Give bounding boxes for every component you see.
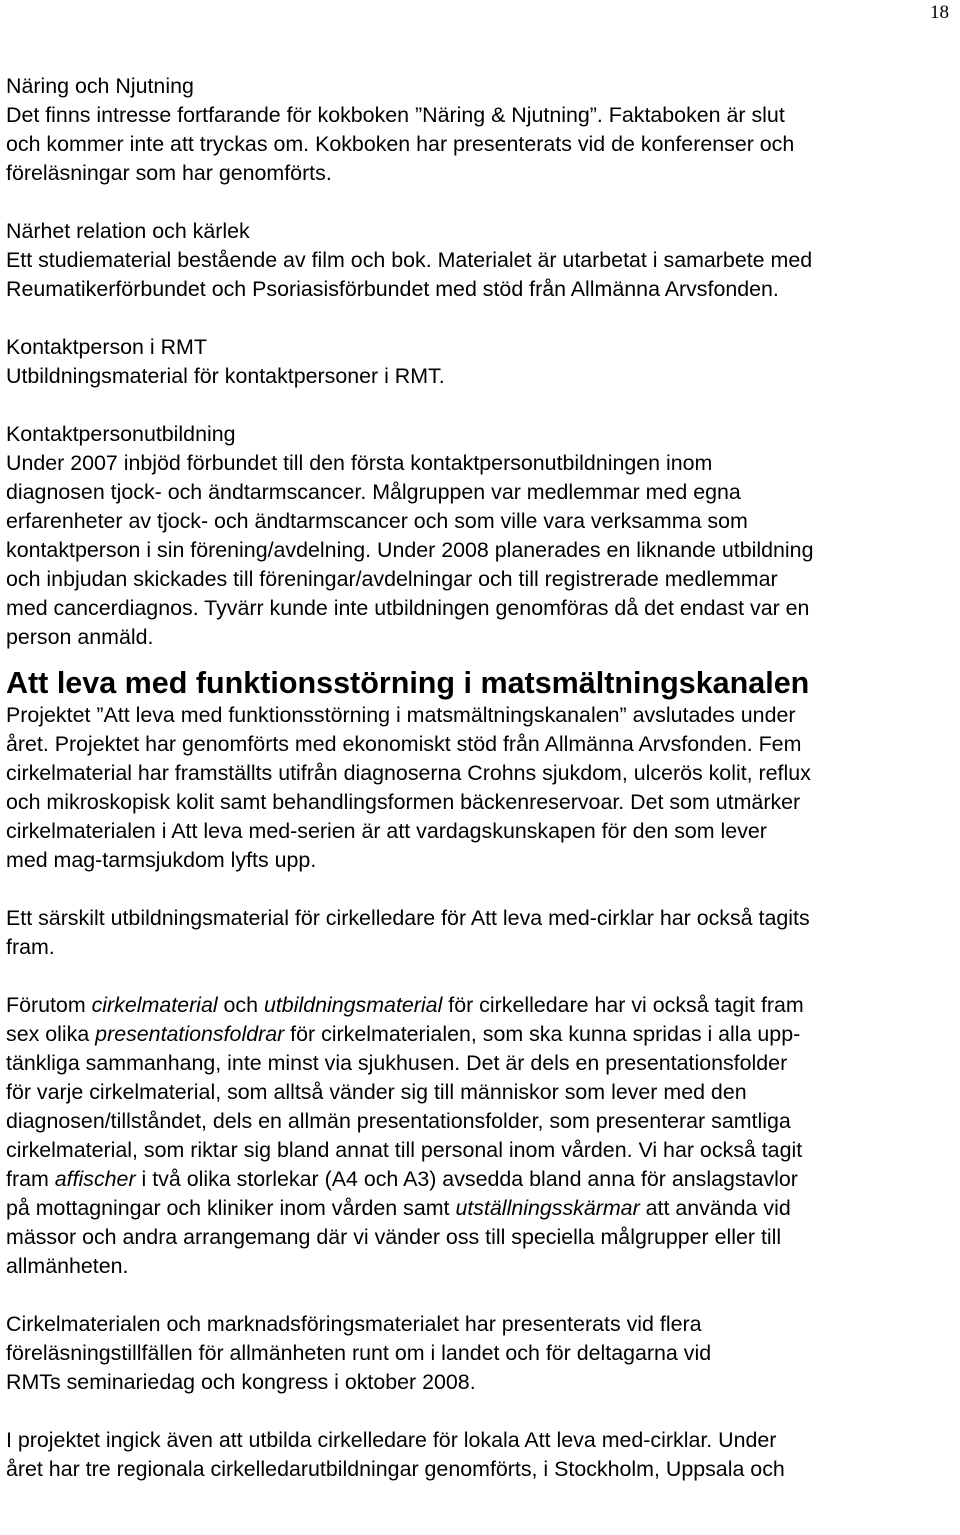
text-line: RMTs seminariedag och kongress i oktober 2008. — [6, 1370, 476, 1394]
text-line: Utbildningsmaterial för kontaktpersoner i RMT. — [6, 364, 445, 388]
text-line: föreläsningstillfällen för allmänheten runt om i landet och för deltagarna vid — [6, 1341, 712, 1365]
text-line: Reumatikerförbundet och Psoriasisförbundet med stöd från Allmänna Arvsfonden. — [6, 277, 779, 301]
text-line: och inbjudan skickades till föreningar/avdelningar och till registrerade medlemmar — [6, 567, 778, 591]
text-line: fram. — [6, 935, 55, 959]
text-line: cirkelmaterialen i Att leva med-serien är att vardagskunskapen för den som lever — [6, 819, 767, 843]
text-line: året. Projektet har genomförts med ekonomiskt stöd från Allmänna Arvsfonden. Fem — [6, 732, 802, 756]
text-line: I projektet ingick även att utbilda cirkelledare för lokala Att leva med-cirklar. Under — [6, 1428, 777, 1452]
section-title: Näring och Njutning — [6, 74, 194, 98]
text-line: tänkliga sammanhang, inte minst via sjukhusen. Det är dels en presentationsfolder — [6, 1051, 788, 1075]
text-line: året har tre regionala cirkelledarutbildningar genomförts, i Stockholm, Uppsala och — [6, 1457, 785, 1481]
text-line: och kommer inte att tryckas om. Kokboken har presenterats vid de konferenser och — [6, 132, 795, 156]
text-line: Ett särskilt utbildningsmaterial för cirkelledare för Att leva med-cirklar har också tagits — [6, 906, 810, 930]
main-heading: Att leva med funktionsstörning i matsmältningskanalen — [6, 666, 810, 700]
text-line: mässor och andra arrangemang där vi vänder oss till speciella målgrupper eller till — [6, 1225, 782, 1249]
paragraph-cirkelmaterialen — [6, 1310, 960, 1397]
text-line: allmänheten. — [6, 1254, 129, 1278]
section-title: Kontaktpersonutbildning — [6, 422, 236, 446]
text-line: föreläsningar som har genomförts. — [6, 161, 332, 185]
text-line: Ett studiematerial bestående av film och bok. Materialet är utarbetat i samarbete med — [6, 248, 813, 272]
text-line: med mag-tarmsjukdom lyfts upp. — [6, 848, 317, 872]
text-line: för varje cirkelmaterial, som alltså vänder sig till människor som lever med den — [6, 1080, 747, 1104]
section-title: Närhet relation och kärlek — [6, 219, 250, 243]
text-line: med cancerdiagnos. Tyvärr kunde inte utbildningen genomföras då det endast var en — [6, 596, 810, 620]
text-line: Projektet ”Att leva med funktionsstörning i matsmältningskanalen” avslutades under — [6, 703, 796, 727]
text-line: Förutom cirkelmaterial och utbildningsmaterial för cirkelledare har vi också tagit fram — [6, 993, 804, 1017]
page-number: 18 — [930, 2, 949, 23]
text-line: Under 2007 inbjöd förbundet till den första kontaktpersonutbildningen inom — [6, 451, 713, 475]
section-kontaktperson — [6, 333, 960, 391]
text-line: och mikroskopisk kolit samt behandlingsformen bäckenreservoar. Det som utmärker — [6, 790, 801, 814]
text-line: diagnosen tjock- och ändtarmscancer. Målgruppen var medlemmar med egna — [6, 480, 741, 504]
text-line: cirkelmaterial, som riktar sig bland annat till personal inom vården. Vi har också tagit — [6, 1138, 803, 1162]
text-line: Cirkelmaterialen och marknadsföringsmaterialet har presenterats vid flera — [6, 1312, 702, 1336]
text-line: diagnosen/tillståndet, dels en allmän presentationsfolder, som presenterar samtliga — [6, 1109, 791, 1133]
section-narhet — [6, 217, 960, 304]
paragraph-projektet — [6, 1426, 960, 1484]
document-body — [6, 72, 960, 1484]
section-naring — [6, 72, 960, 188]
heading-paragraph — [6, 701, 960, 875]
text-line: Det finns intresse fortfarande för kokboken ”Näring & Njutning”. Faktaboken är slut — [6, 103, 785, 127]
text-line: på mottagningar och kliniker inom vården samt utställningsskärmar att använda vid — [6, 1196, 791, 1220]
text-line: fram affischer i två olika storlekar (A4 och A3) avsedda bland anna för anslagstavlor — [6, 1167, 798, 1191]
text-line: sex olika presentationsfoldrar för cirkelmaterialen, som ska kunna spridas i alla upp- — [6, 1022, 801, 1046]
text-line: kontaktperson i sin förening/avdelning. Under 2008 planerades en liknande utbildning — [6, 538, 814, 562]
text-line: cirkelmaterial har framställts utifrån diagnoserna Crohns sjukdom, ulcerös kolit, reflux — [6, 761, 811, 785]
paragraph-forutom — [6, 991, 960, 1281]
text-line: person anmäld. — [6, 625, 154, 649]
paragraph-utbildningsmaterial — [6, 904, 960, 962]
section-kontaktpersonutbildning — [6, 420, 960, 652]
section-title: Kontaktperson i RMT — [6, 335, 207, 359]
text-line: erfarenheter av tjock- och ändtarmscancer och som ville vara verksamma som — [6, 509, 748, 533]
